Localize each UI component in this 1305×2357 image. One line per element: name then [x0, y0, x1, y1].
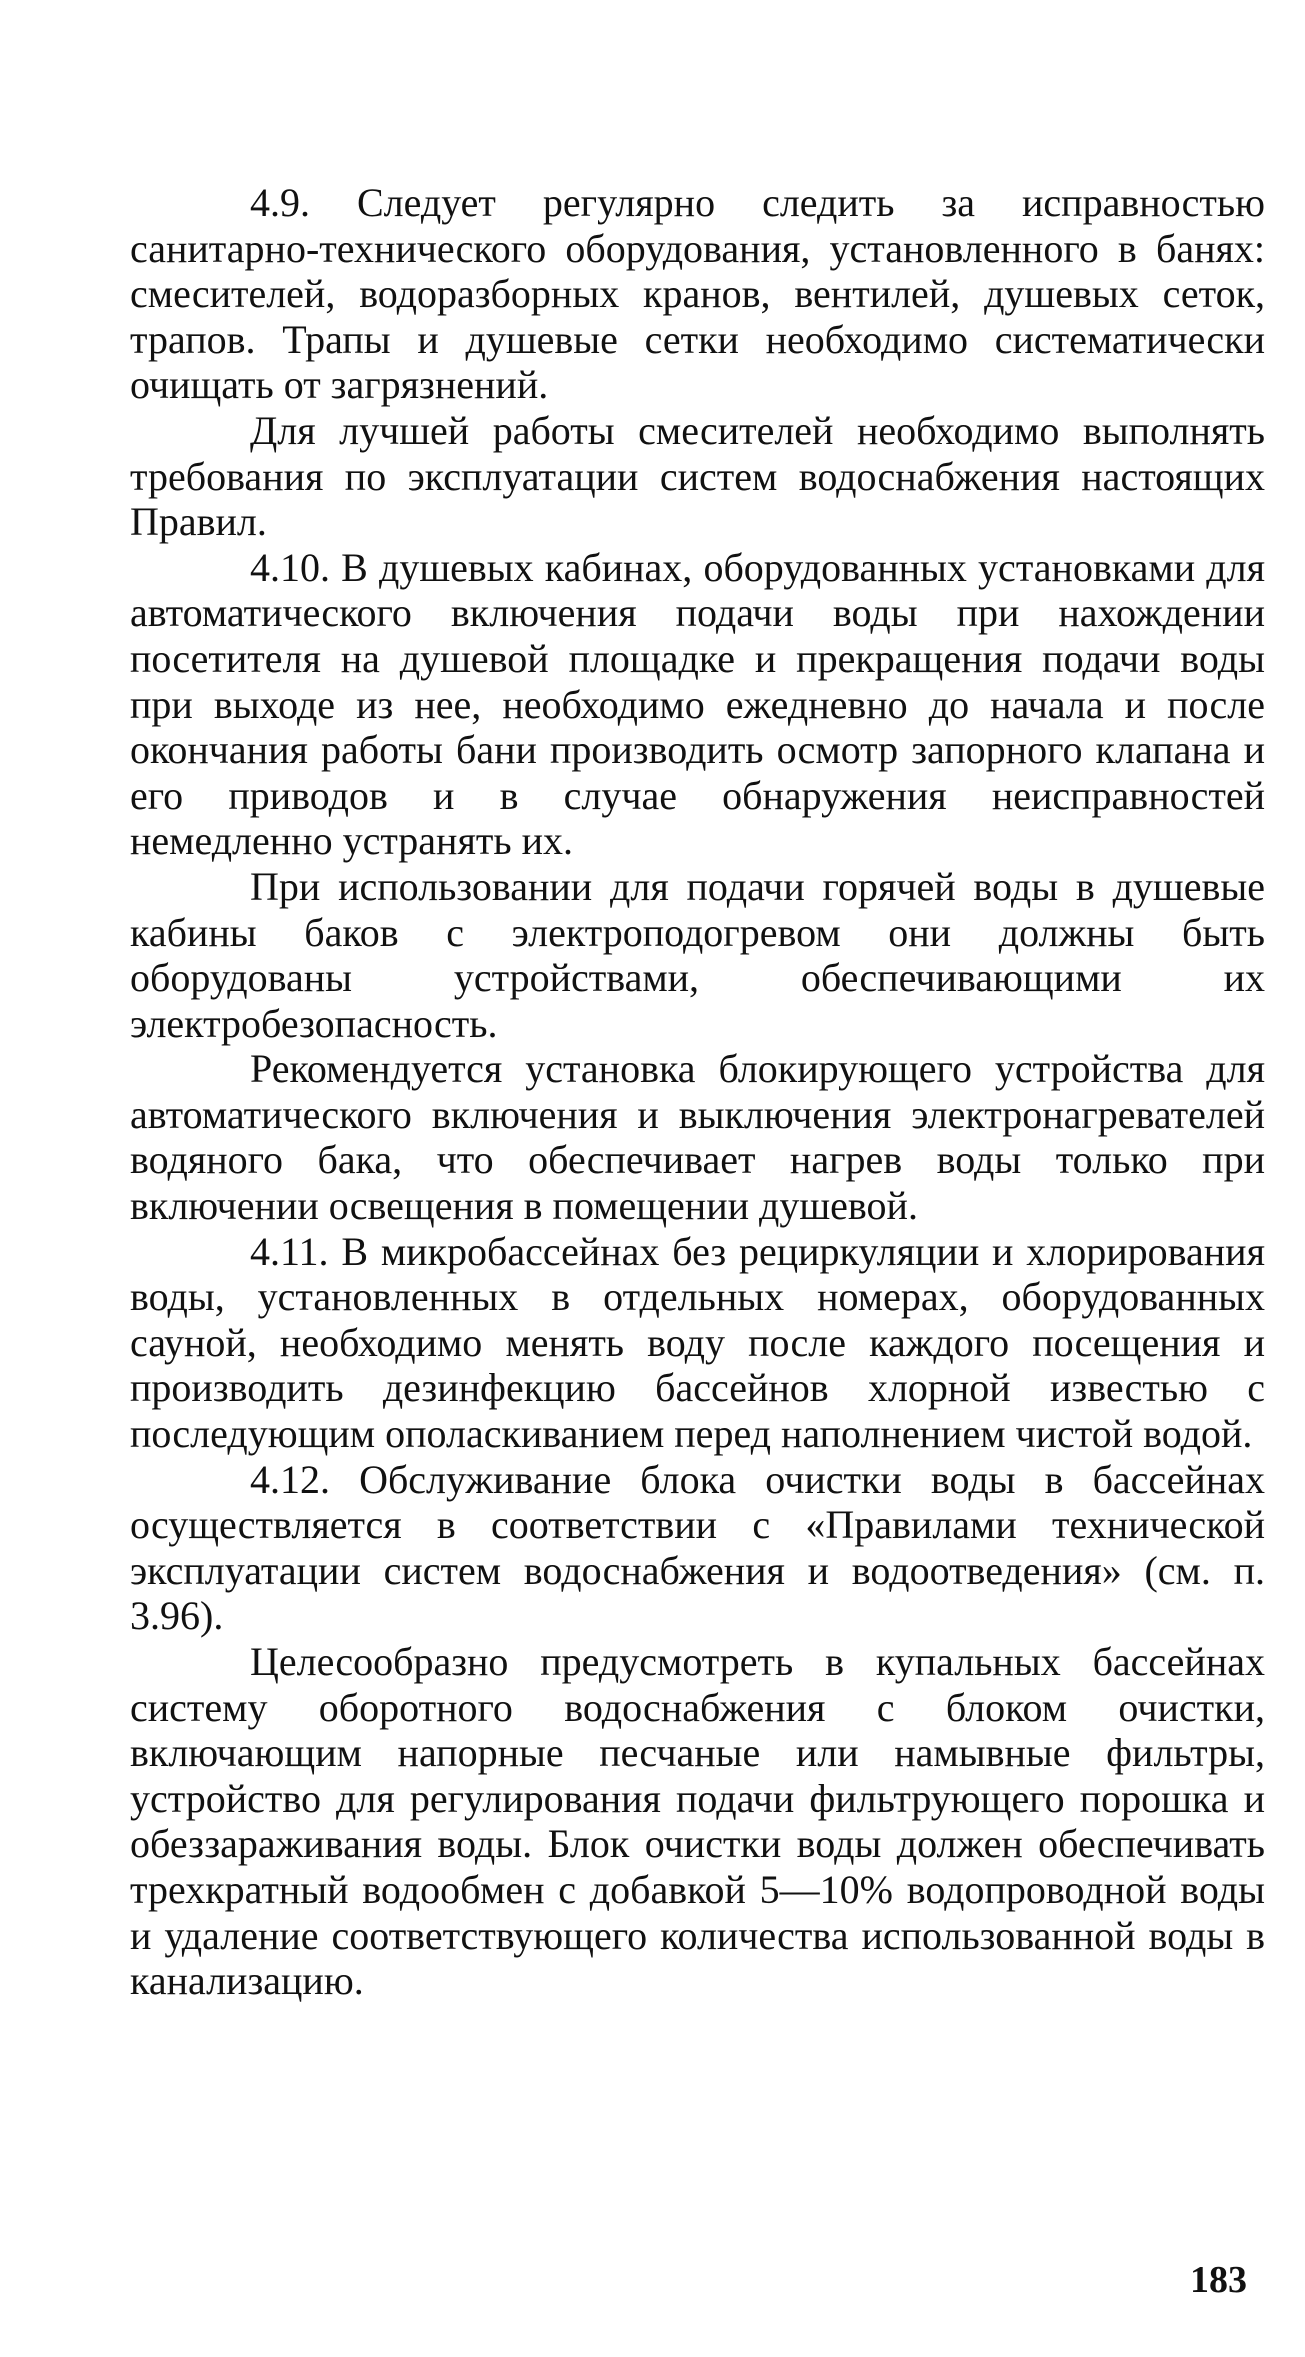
- page-number: 183: [1190, 2259, 1247, 2301]
- page-body: [130, 180, 1265, 2004]
- paragraph-4-9: 4.9. Следует регулярно следить за исправностью санитарно-технического оборудования, установленного в банях: смесителей, водоразборных кранов, вентилей, душевых сеток, трапов. Трапы и душевые сетки необходимо систематически очищать от загрязнений.: [130, 180, 1265, 408]
- paragraph-circulation-system: Целесообразно предусмотреть в купальных бассейнах систему оборотного водоснабжения с блоком очистки, включающим напорные песчаные или намывные фильтры, устройство для регулирования подачи фильтрующего порошка и обеззараживания воды. Блок очистки воды должен обеспечивать трехкратный водообмен с добавкой 5—10% водопроводной воды и удаление соответствующего количества использованной воды в канализацию.: [130, 1639, 1265, 2004]
- paragraph-4-12: 4.12. Обслуживание блока очистки воды в бассейнах осуществляется в соответствии с «Правилами технической эксплуатации систем водоснабжения и водоотведения» (см. п. 3.96).: [130, 1456, 1265, 1639]
- paragraph-4-11: 4.11. В микробассейнах без рециркуляции и хлорирования воды, установленных в отдельных номерах, оборудованных сауной, необходимо менять воду после каждого посещения и производить дезинфекцию бассейнов хлорной известью с последующим ополаскиванием перед наполнением чистой водой.: [130, 1228, 1265, 1457]
- paragraph-electric-heating: При использовании для подачи горячей воды в душевые кабины баков с электроподогревом они должны быть оборудованы устройствами, обеспечивающими их электробезопасность.: [130, 863, 1265, 1046]
- paragraph-mixers: Для лучшей работы смесителей необходимо выполнять требования по эксплуатации систем водоснабжения настоящих Правил.: [130, 407, 1265, 545]
- paragraph-blocking-device: Рекомендуется установка блокирующего устройства для автоматического включения и выключения электронагревателей водяного бака, что обеспечивает нагрев воды только при включении освещения в помещении душевой.: [130, 1046, 1265, 1229]
- paragraph-4-10: 4.10. В душевых кабинах, оборудованных установками для автоматического включения подачи воды при нахождении посетителя на душевой площадке и прекращения подачи воды при выходе из нее, необходимо ежедневно до начала и после окончания работы бани производить осмотр запорного клапана и его приводов и в случае обнаружения неисправностей немедленно устранять их.: [130, 544, 1265, 864]
